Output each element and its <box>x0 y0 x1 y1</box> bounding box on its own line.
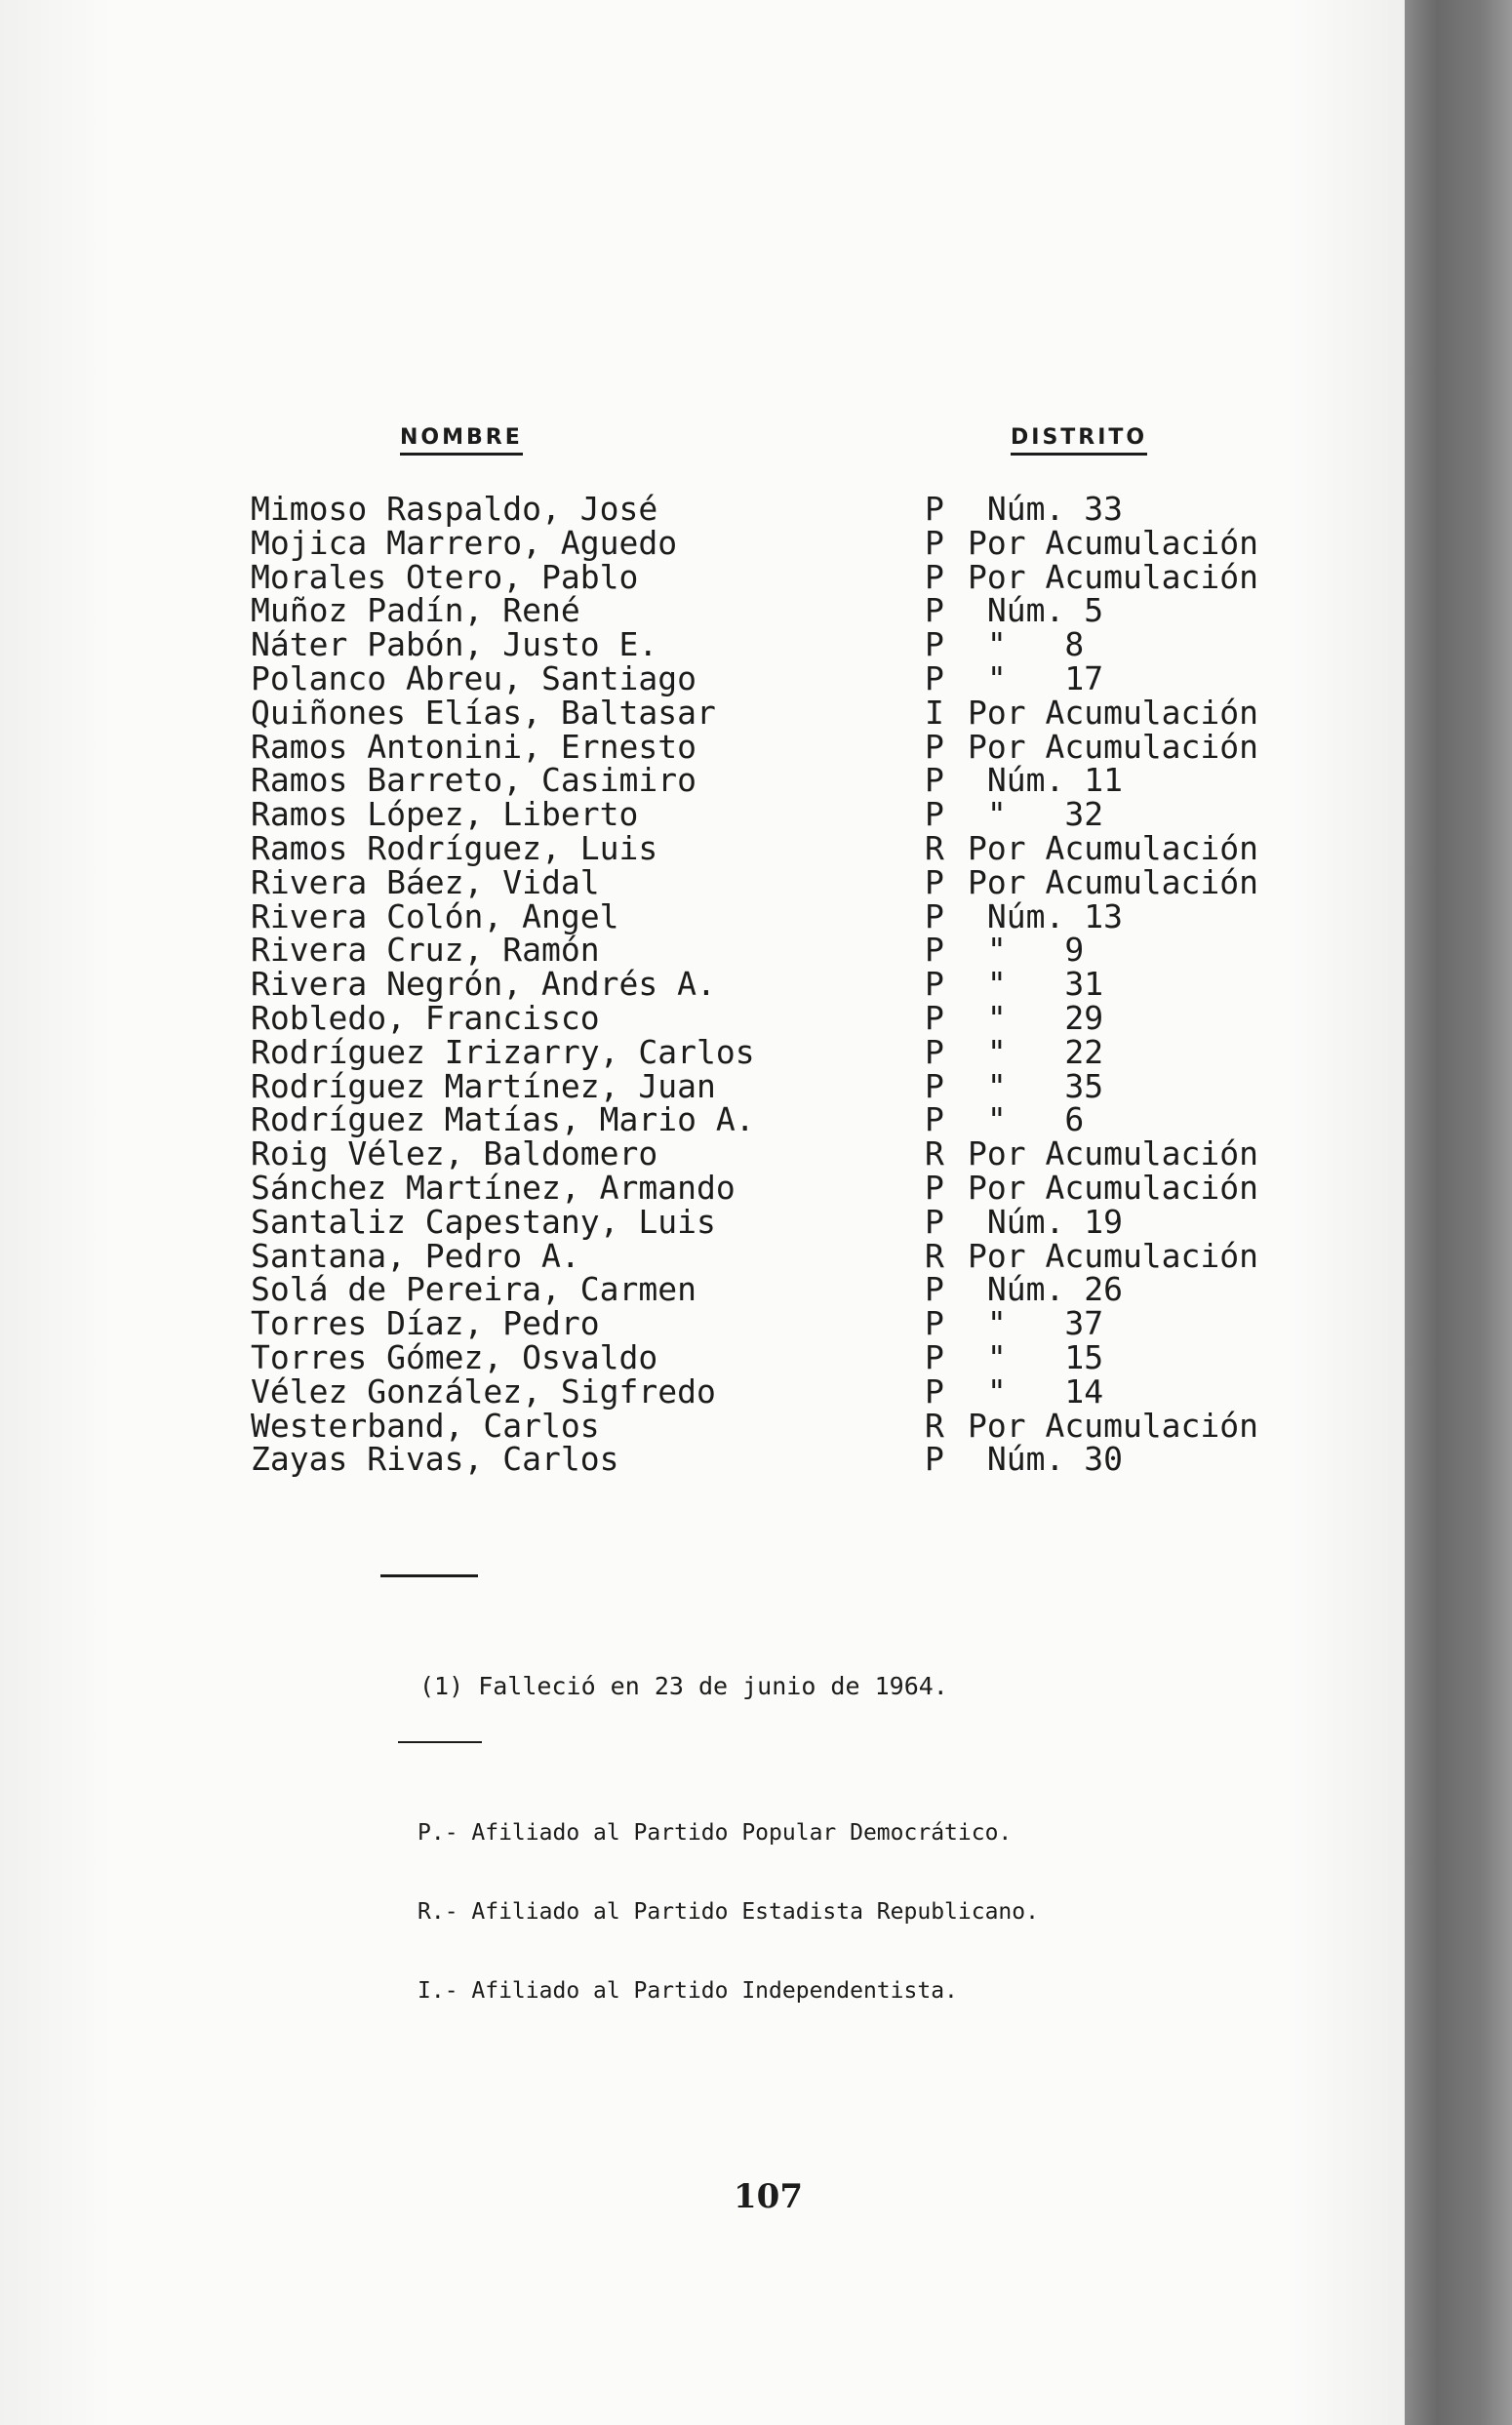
column-header-district: DISTRITO <box>1011 425 1147 456</box>
list-item <box>0 693 1405 732</box>
member-district: Núm. 33 <box>968 490 1123 528</box>
list-item <box>0 490 1405 528</box>
member-party: P <box>925 1304 944 1343</box>
member-party: I <box>925 693 944 732</box>
member-district: " 8 <box>968 625 1085 664</box>
member-party: R <box>925 1134 944 1173</box>
list-item <box>0 795 1405 834</box>
member-district: " 17 <box>968 658 1104 697</box>
member-name: Mimoso Raspaldo, José <box>251 490 658 528</box>
member-party: P <box>925 1270 944 1309</box>
footnote-divider <box>380 1574 478 1577</box>
member-name: Rivera Báez, Vidal <box>251 862 600 901</box>
member-name: Santana, Pedro A. <box>251 1236 580 1275</box>
member-name: Zayas Rivas, Carlos <box>251 1440 619 1479</box>
member-party: P <box>925 1337 944 1376</box>
member-party: P <box>925 1168 944 1207</box>
member-district: Por Acumulación <box>968 1406 1259 1445</box>
member-district: " 37 <box>968 1304 1104 1343</box>
member-name: Torres Gómez, Osvaldo <box>251 1337 658 1376</box>
member-name: Solá de Pereira, Carmen <box>251 1270 696 1309</box>
list-item <box>0 1270 1405 1309</box>
member-party: P <box>925 490 944 528</box>
list-item <box>0 896 1405 935</box>
legend-item-estadista: R.- Afiliado al Partido Estadista Republicano. <box>418 1899 1039 1925</box>
member-district: " 6 <box>968 1100 1085 1139</box>
list-item <box>0 1066 1405 1105</box>
member-district: Por Acumulación <box>968 557 1259 596</box>
member-name: Náter Pabón, Justo E. <box>251 625 658 664</box>
list-item <box>0 727 1405 766</box>
list-item <box>0 862 1405 901</box>
member-party: P <box>925 1372 944 1411</box>
list-item <box>0 1032 1405 1071</box>
list-item <box>0 1134 1405 1173</box>
member-party: P <box>925 1100 944 1139</box>
member-district: Por Acumulación <box>968 1134 1259 1173</box>
list-item <box>0 1337 1405 1376</box>
member-party: R <box>925 828 944 867</box>
member-district: " 9 <box>968 931 1085 970</box>
member-party: P <box>925 727 944 766</box>
member-name: Vélez González, Sigfredo <box>251 1372 716 1411</box>
member-name: Ramos Antonini, Ernesto <box>251 727 696 766</box>
member-district: Núm. 5 <box>968 591 1104 630</box>
member-party: P <box>925 523 944 562</box>
page-number: 107 <box>734 2177 803 2216</box>
member-district: Núm. 13 <box>968 896 1123 935</box>
member-district: " 32 <box>968 795 1104 834</box>
member-district: " 14 <box>968 1372 1104 1411</box>
member-list <box>0 490 1405 1479</box>
list-item <box>0 1202 1405 1241</box>
footnote: (1) Falleció en 23 de junio de 1964. <box>419 1672 948 1700</box>
member-name: Torres Díaz, Pedro <box>251 1304 600 1343</box>
member-name: Rodríguez Matías, Mario A. <box>251 1100 755 1139</box>
member-district: Núm. 11 <box>968 761 1123 800</box>
list-item <box>0 828 1405 867</box>
list-item <box>0 658 1405 697</box>
member-name: Rodríguez Irizarry, Carlos <box>251 1032 755 1071</box>
member-name: Westerband, Carlos <box>251 1406 600 1445</box>
list-item <box>0 523 1405 562</box>
member-district: Por Acumulación <box>968 727 1259 766</box>
legend-item-independentista: I.- Afiliado al Partido Independentista. <box>418 1978 958 2004</box>
member-name: Santaliz Capestany, Luis <box>251 1202 716 1241</box>
member-party: P <box>925 862 944 901</box>
member-district: " 15 <box>968 1337 1104 1376</box>
member-district: Por Acumulación <box>968 862 1259 901</box>
list-item <box>0 998 1405 1037</box>
member-district: Por Acumulación <box>968 1236 1259 1275</box>
member-district: " 29 <box>968 998 1104 1037</box>
list-item <box>0 1168 1405 1207</box>
member-district: Por Acumulación <box>968 1168 1259 1207</box>
member-party: P <box>925 1202 944 1241</box>
member-party: P <box>925 1066 944 1105</box>
member-district: " 35 <box>968 1066 1104 1105</box>
list-item <box>0 1440 1405 1479</box>
member-district: Por Acumulación <box>968 693 1259 732</box>
member-party: P <box>925 965 944 1004</box>
member-district: Por Acumulación <box>968 828 1259 867</box>
list-item <box>0 1372 1405 1411</box>
member-party: P <box>925 896 944 935</box>
member-party: P <box>925 557 944 596</box>
member-name: Ramos López, Liberto <box>251 795 639 834</box>
member-district: Núm. 30 <box>968 1440 1123 1479</box>
member-name: Roig Vélez, Baldomero <box>251 1134 658 1173</box>
list-item <box>0 1304 1405 1343</box>
list-item <box>0 1236 1405 1275</box>
member-name: Polanco Abreu, Santiago <box>251 658 696 697</box>
legend-divider <box>398 1741 482 1743</box>
legend-item-popular: P.- Afiliado al Partido Popular Democrático. <box>418 1820 1013 1846</box>
member-party: P <box>925 591 944 630</box>
party-legend <box>418 1768 1039 2031</box>
list-item <box>0 761 1405 800</box>
member-party: R <box>925 1406 944 1445</box>
member-name: Mojica Marrero, Aguedo <box>251 523 678 562</box>
scan-edge <box>1405 0 1512 2425</box>
member-name: Rivera Cruz, Ramón <box>251 931 600 970</box>
member-party: P <box>925 658 944 697</box>
member-party: P <box>925 998 944 1037</box>
member-name: Rivera Negrón, Andrés A. <box>251 965 716 1004</box>
member-party: P <box>925 795 944 834</box>
member-party: P <box>925 1440 944 1479</box>
member-district: Núm. 26 <box>968 1270 1123 1309</box>
member-name: Sánchez Martínez, Armando <box>251 1168 736 1207</box>
member-name: Rodríguez Martínez, Juan <box>251 1066 716 1105</box>
member-party: P <box>925 625 944 664</box>
list-item <box>0 1406 1405 1445</box>
member-party: P <box>925 1032 944 1071</box>
list-item <box>0 965 1405 1004</box>
member-name: Robledo, Francisco <box>251 998 600 1037</box>
member-party: P <box>925 761 944 800</box>
member-district: Por Acumulación <box>968 523 1259 562</box>
member-district: " 31 <box>968 965 1104 1004</box>
member-district: Núm. 19 <box>968 1202 1123 1241</box>
list-item <box>0 557 1405 596</box>
list-item <box>0 1100 1405 1139</box>
list-item <box>0 591 1405 630</box>
member-name: Rivera Colón, Angel <box>251 896 619 935</box>
member-district: " 22 <box>968 1032 1104 1071</box>
member-party: P <box>925 931 944 970</box>
list-item <box>0 931 1405 970</box>
member-name: Muñoz Padín, René <box>251 591 580 630</box>
member-party: R <box>925 1236 944 1275</box>
list-item <box>0 625 1405 664</box>
column-header-name: NOMBRE <box>400 425 523 456</box>
member-name: Quiñones Elías, Baltasar <box>251 693 716 732</box>
member-name: Ramos Barreto, Casimiro <box>251 761 696 800</box>
member-name: Morales Otero, Pablo <box>251 557 639 596</box>
member-name: Ramos Rodríguez, Luis <box>251 828 658 867</box>
